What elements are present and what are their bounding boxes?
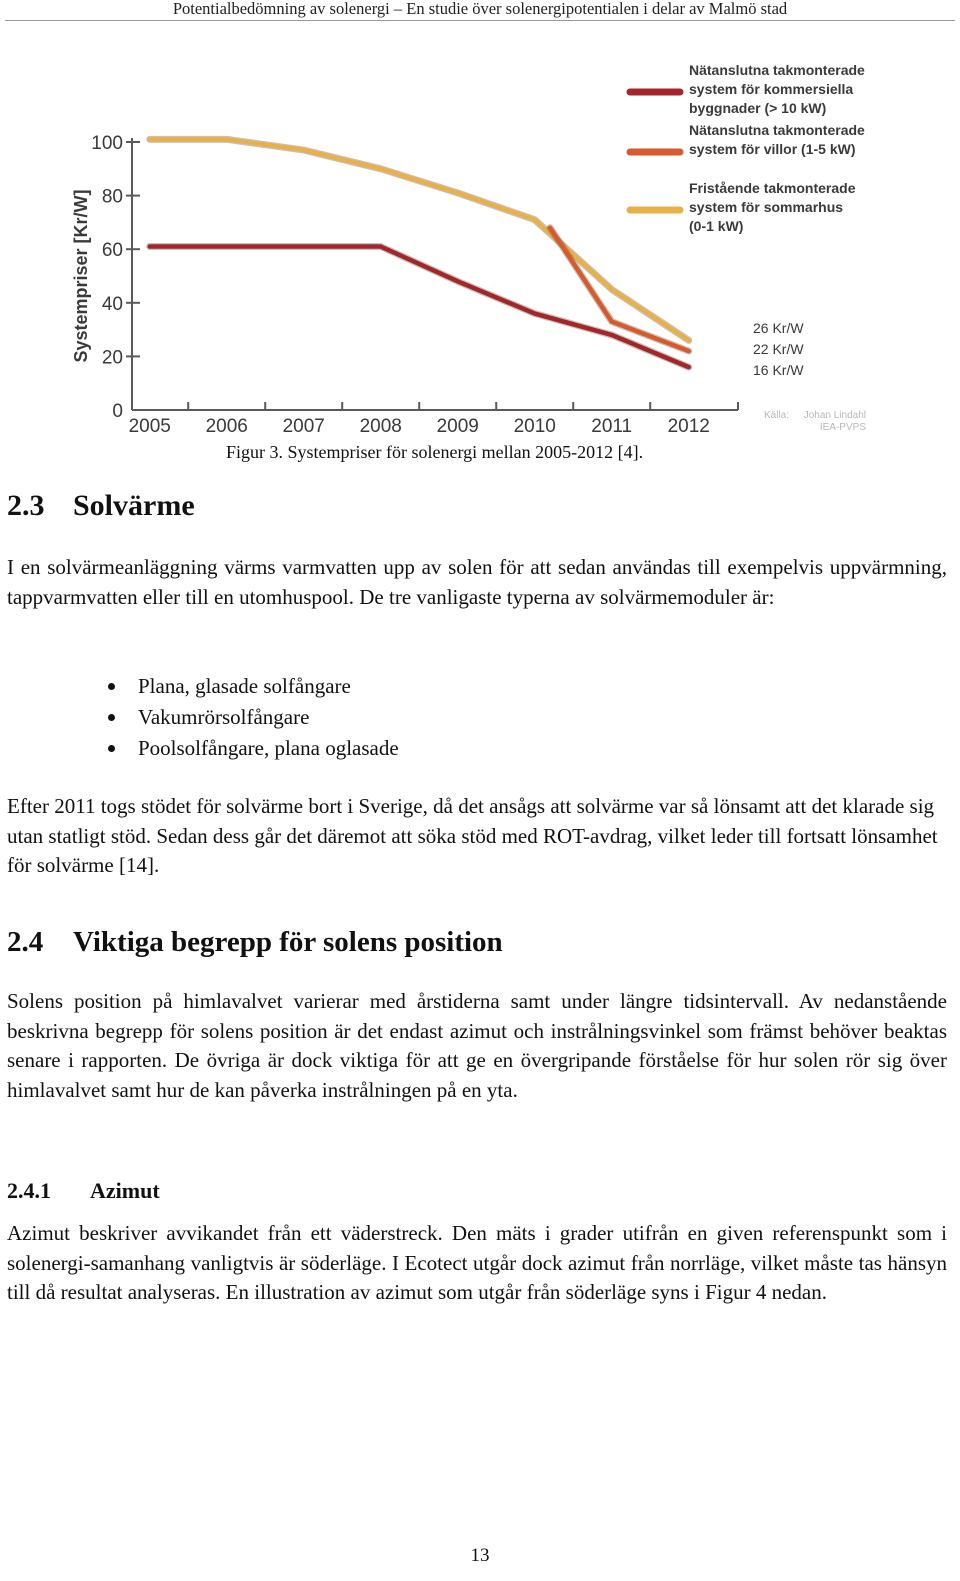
list-item: Vakumrörsolfångare (0, 702, 399, 733)
section-heading-2-4 (7, 924, 503, 960)
solvarme-intro-paragraph: I en solvärmeanläggning värms varmvatten upp av solen för att sedan användas till exempelvis uppvärmning, tappvarmvatten eller till en utomhuspool. De tre vanligaste typerna av solvärmemoduler är: (7, 555, 947, 609)
legend-label: byggnader (> 10 kW) (689, 100, 827, 116)
page-number: 13 (470, 1545, 490, 1566)
section-title: Solvärme (73, 489, 195, 522)
source-label: Källa: (764, 410, 790, 421)
series-line-outline (550, 228, 689, 351)
legend-label: system för sommarhus (689, 199, 844, 215)
legend-label: system för villor (1-5 kW) (689, 141, 856, 157)
x-tick-label: 2008 (359, 416, 402, 437)
x-tick-label: 2010 (513, 416, 556, 437)
source-line-2: IEA-PVPS (819, 422, 866, 433)
bullet-icon (108, 714, 115, 721)
y-tick-label: 20 (101, 347, 123, 369)
sun-position-paragraph: Solens position på himlavalvet varierar med årstiderna samt under längre tidsintervall. Av nedanstående beskrivna begrepp för solens position är det endast azimut och instrålningsvinkel som främst behöver beaktas senare i rapporten. De övriga är dock viktiga för att ge en övergripande förståelse för hur solen rör sig över himlavalvet samt hur de kan påverka instrålningen på en yta. (7, 989, 947, 1102)
series-line (150, 247, 689, 368)
x-tick-label: 2006 (205, 416, 248, 437)
list-item: Poolsolfångare, plana oglasade (0, 733, 399, 764)
section-number: 2.3 (7, 489, 45, 522)
x-tick-label: 2012 (667, 416, 710, 437)
x-tick-label: 2005 (128, 416, 171, 437)
source-line-1: Johan Lindahl (803, 410, 866, 421)
legend-label: Fristående takmonterade (689, 180, 856, 196)
section-number: 2.4.1 (7, 1178, 51, 1203)
section-heading-2-3 (7, 488, 195, 524)
bullet-icon (108, 745, 115, 752)
section-heading-2-4-1 (7, 1177, 160, 1205)
x-tick-label: 2011 (591, 416, 633, 437)
section-title: Viktiga begrepp för solens position (73, 926, 503, 958)
header-rule (5, 20, 955, 21)
y-tick-label: 80 (101, 186, 123, 208)
legend-label: system för kommersiella (689, 81, 854, 97)
list-item: Plana, glasade solfångare (0, 671, 399, 702)
azimut-paragraph: Azimut beskriver avvikandet från ett väderstreck. Den mäts i grader utifrån en given referenspunkt som i solenergi-samanhang vanligtvis är söderläge. I Ecotect utgår dock azimut från norrläge, vilket måste tas hänsyn till då resultat analyseras. En illustration av azimut som utgår från söderläge syns i Figur 4 nedan. (7, 1221, 947, 1304)
series-end-label: 16 Kr/W (753, 362, 804, 378)
legend-label: Nätanslutna takmonterade (689, 62, 865, 78)
y-axis-label: Systempriser [Kr/W] (71, 189, 91, 363)
chart-legend (630, 62, 865, 234)
y-tick-label: 60 (101, 240, 123, 262)
series-end-label: 22 Kr/W (753, 341, 804, 357)
x-tick-label: 2009 (436, 416, 479, 437)
section-title: Azimut (90, 1178, 160, 1203)
y-tick-label: 100 (91, 133, 123, 154)
solvarme-support-paragraph: Efter 2011 togs stödet för solvärme bort i Sverige, då det ansågs att solvärme var så lönsamt att det klarade sig utan statligt stöd. Sedan dess går det däremot att söka stöd med ROT-avdrag, vilket leder till fortsatt lönsamhet för solvärme [14]. (7, 794, 938, 877)
figure-caption: Figur 3. Systempriser för solenergi mellan 2005-2012 [4]. (226, 442, 644, 462)
chart-lines (150, 139, 805, 378)
series-line (550, 228, 689, 351)
price-chart (0, 40, 960, 440)
legend-label: (0-1 kW) (689, 218, 744, 234)
module-type-list (0, 671, 399, 764)
bullet-icon (108, 683, 115, 690)
running-header: Potentialbedömning av solenergi – En studie över solenergipotentialen i delar av Malmö stad (172, 0, 788, 18)
y-tick-label: 0 (112, 401, 123, 422)
series-end-label: 26 Kr/W (753, 320, 804, 336)
x-tick-label: 2007 (282, 416, 325, 437)
legend-label: Nätanslutna takmonterade (689, 122, 865, 138)
section-number: 2.4 (7, 926, 44, 958)
y-tick-label: 40 (101, 293, 123, 315)
